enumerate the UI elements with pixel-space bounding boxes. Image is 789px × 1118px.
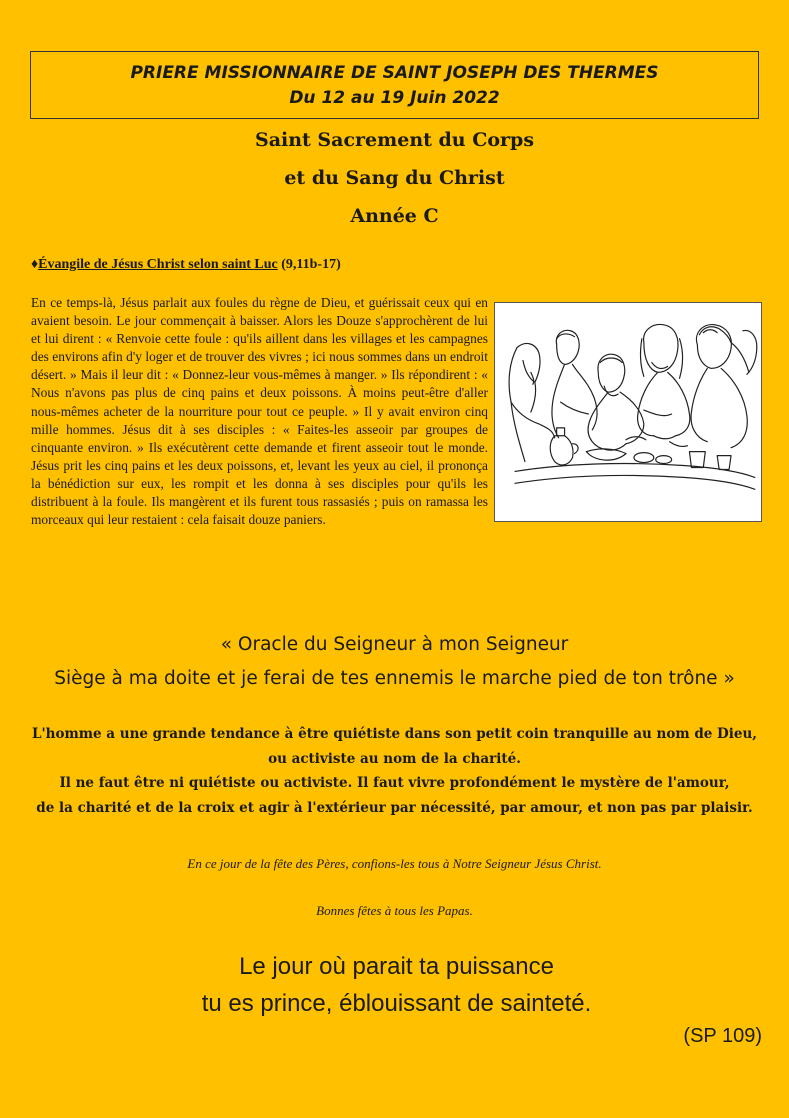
gospel-heading — [31, 257, 341, 273]
gospel-text: En ce temps-là, Jésus parlait aux foules du règne de Dieu, et guérissait ceux qui en avaient besoin. Le jour commençait à baisser. Alors les Douze s'approchèrent de lui et lui dirent : « Renvoie cette foule : qu'ils aillent dans les villages et les campagnes des environs afin d'y loger et de trouver des vivres ; ici nous sommes dans un endroit désert. » Mais il leur dit : « Donnez-leur vous-mêmes à manger. » Ils répondirent : « Nous n'avons pas plus de cinq pains et deux poissons. À moins peut-être d'aller nous-mêmes acheter de la nourriture pour tout ce peuple. » Il y avait environ cinq mille hommes. Jésus dit à ses disciples : « Faites-les asseoir par groupes de cinquante environ. » Ils exécutèrent cette demande et firent asseoir tout le monde. Jésus prit les cinq pains et les deux poissons, et, levant les yeux au ciel, il prononça la bénédiction sur eux, les rompit et les donna à ses disciples pour qu'ils les distribuent à la foule. Ils mangèrent et ils furent tous rassasiés ; puis on ramassa les morceaux qui leur restaient : cela faisait douze paniers. — [31, 295, 488, 528]
oracle-line1: « Oracle du Seigneur à mon Seigneur — [220, 634, 569, 655]
psalm-line2: tu es prince, éblouissant de sainteté. — [201, 990, 592, 1017]
gospel-reference: (9,11b-17) — [277, 257, 341, 272]
liturgical-year: Année C — [350, 205, 439, 227]
diamond-bullet-icon: ♦ — [31, 257, 39, 272]
header-dates: Du 12 au 19 Juin 2022 — [289, 88, 500, 108]
psalm-line1: Le jour où parait ta puissance — [239, 953, 554, 980]
fathers-day-note: En ce jour de la fête des Pères, confions-les tous à Notre Seigneur Jésus Christ. — [187, 856, 602, 871]
reflection-line2: ou activiste au nom de la charité. — [268, 750, 521, 767]
gospel-title: Évangile de Jésus Christ selon saint Luc — [38, 257, 278, 272]
feast-title-line2: et du Sang du Christ — [284, 167, 505, 189]
oracle-quote — [0, 628, 789, 696]
psalm-reference: (SP 109) — [683, 1025, 762, 1047]
last-supper-drawing — [495, 303, 761, 521]
header-box — [30, 51, 759, 119]
psalm-verse — [0, 948, 789, 1022]
oracle-line2: Siège à ma doite et je ferai de tes ennemis le marche pied de ton trône » — [54, 668, 735, 689]
feast-title-line1: Saint Sacrement du Corps — [254, 129, 535, 151]
reflection-line1: L'homme a une grande tendance à être quiétiste dans son petit coin tranquille au nom de Dieu, — [32, 726, 757, 742]
reflection-line4: de la charité et de la croix et agir à l'extérieur par nécessité, par amour, et non pas par plaisir. — [36, 799, 753, 816]
reflection — [0, 722, 789, 820]
fathers-greeting: Bonnes fêtes à tous les Papas. — [316, 903, 473, 918]
reflection-line3: Il ne faut être ni quiétiste ou activiste. Il faut vivre profondément le mystère de l'amour, — [59, 775, 730, 791]
header-title: PRIERE MISSIONNAIRE DE SAINT JOSEPH DES THERMES — [130, 63, 659, 83]
feast-title — [0, 125, 789, 239]
last-supper-illustration — [494, 302, 762, 522]
